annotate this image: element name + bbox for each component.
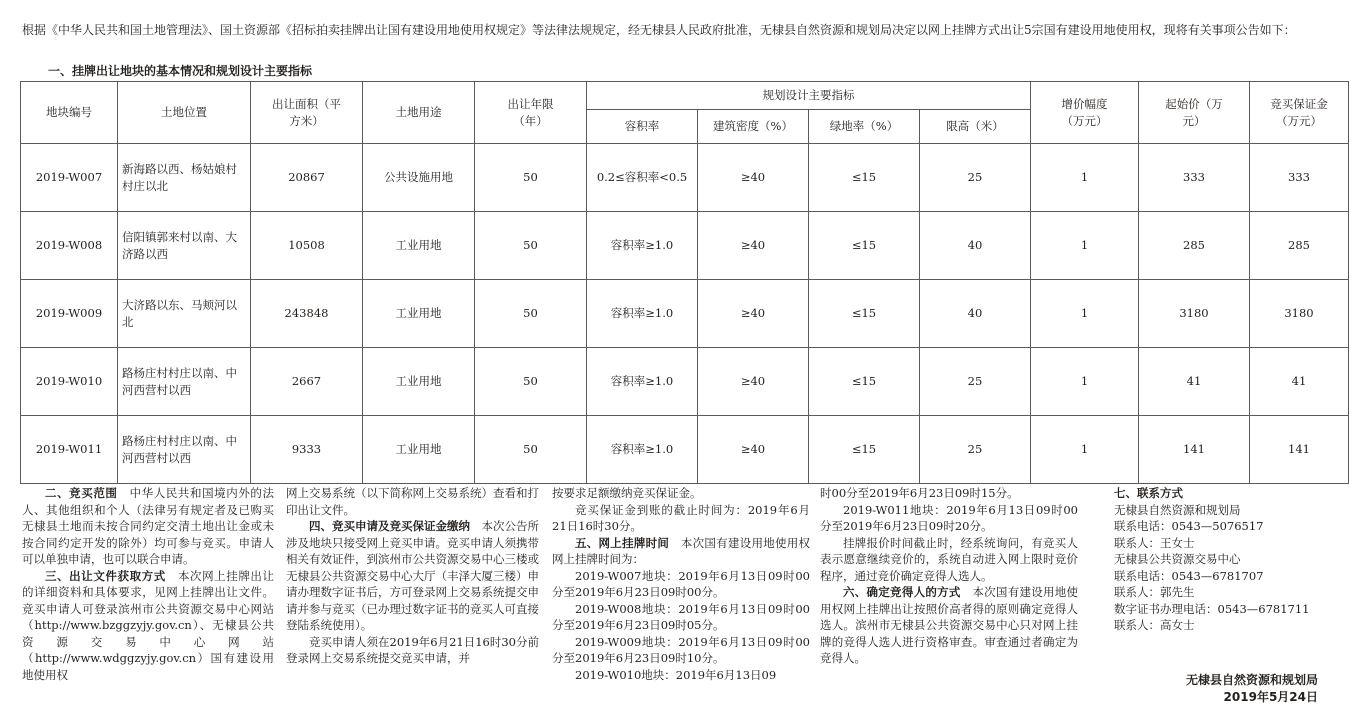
cell-area: 10508 <box>251 212 363 280</box>
cell-term: 50 <box>475 280 587 348</box>
cell-green: ≤15 <box>809 416 920 484</box>
paragraph: 竞买申请人须在2019年6月21日16时30分前登录网上交易系统提交竞买申请，并 <box>286 634 539 665</box>
cell-far: 0.2≤容积率<0.5 <box>587 144 698 212</box>
table-row <box>21 144 1349 212</box>
col-header-deposit-text: 竞买保证金（万元） <box>1270 96 1328 128</box>
contact-line: 无棣县自然资源和规划局 <box>1114 502 1241 517</box>
cell-term: 50 <box>475 144 587 212</box>
cell-deposit: 141 <box>1250 416 1349 484</box>
cell-area: 20867 <box>251 144 363 212</box>
schedule-item: 时00分至2019年6月23日09时15分。 <box>820 486 1019 500</box>
col-header-area-text: 出让面积（平方米） <box>272 96 341 128</box>
section-6-heading: 六、确定竞得人的方式 <box>843 585 961 599</box>
col-header-term-text: 出让年限（年） <box>507 96 554 128</box>
cell-far: 容积率≥1.0 <box>587 280 698 348</box>
section-2-heading: 二、竞买范围 <box>45 486 118 500</box>
col-header-location: 土地位置 <box>118 82 251 144</box>
cell-increment: 1 <box>1031 416 1139 484</box>
cell-term: 50 <box>475 212 587 280</box>
cell-area: 243848 <box>251 280 363 348</box>
cell-increment: 1 <box>1031 280 1139 348</box>
section-4-paragraph <box>286 518 539 634</box>
section-6-body: 本次国有建设用地使用权网上挂牌出让按照价高者得的原则确定竞得人选人。滨州市无棣县公共资源交易中心只对网上挂牌的竞得人选人进行资格审查。审查通过者确定为竞得人。 <box>820 585 1079 665</box>
cell-use: 公共设施用地 <box>363 144 475 212</box>
col-header-increment-text: 增价幅度（万元） <box>1061 96 1108 128</box>
cell-use: 工业用地 <box>363 280 475 348</box>
cell-height: 25 <box>920 144 1031 212</box>
cell-start-price: 285 <box>1139 212 1250 280</box>
cell-plot-id: 2019-W008 <box>21 212 118 280</box>
cell-location: 路杨庄村村庄以南、中河西营村以西 <box>118 348 251 416</box>
cell-density: ≥40 <box>698 144 809 212</box>
contact-column <box>1114 485 1340 634</box>
section-4-body: 本次公告所涉及地块只接受网上竞买申请。竞买申请人须携带相关有效证件，到滨州市公共资源交易中心三楼或无棣县公共资源交易中心大厅（丰泽大厦三楼）申请办理数字证书后，方可登录网上交易系统提交申请并参与竞买（已办理过数字证书的竞买人可直接登陆系统使用）。 <box>286 519 539 632</box>
cell-density: ≥40 <box>698 416 809 484</box>
schedule-item: 2019-W008地块：2019年6月13日09时00分至2019年6月23日09时05分。 <box>552 601 810 632</box>
contact-line: 数字证书办理电话：0543—6781711 <box>1114 601 1310 616</box>
cell-area: 2667 <box>251 348 363 416</box>
col-header-increment <box>1031 82 1139 144</box>
contact-line: 联系电话：0543—6781707 <box>1114 568 1264 583</box>
section-5-heading: 五、网上挂牌时间 <box>575 535 670 550</box>
cell-location: 信阳镇郭来村以南、大济路以西 <box>118 212 251 280</box>
section-3-heading: 三、出让文件获取方式 <box>45 568 166 583</box>
col-header-use: 土地用途 <box>363 82 475 144</box>
section-2-paragraph <box>22 485 274 568</box>
cell-density: ≥40 <box>698 348 809 416</box>
table-row <box>21 416 1349 484</box>
col-header-far: 容积率 <box>587 110 698 144</box>
contact-line: 无棣县公共资源交易中心 <box>1114 552 1241 566</box>
cell-far: 容积率≥1.0 <box>587 212 698 280</box>
cell-green: ≤15 <box>809 280 920 348</box>
section-3-body: 本次网上挂牌出让的详细资料和具体要求，见网上挂牌出让文件。竞买申请人可登录滨州市公共资源交易中心网站（http://www.bzggzyjy.gov.cn）、无棣县公共资源交易中心网站（http://www.wdggzyjy.gov.cn）国有建设用地使用权 <box>22 568 275 682</box>
cell-increment: 1 <box>1031 212 1139 280</box>
land-plots-table <box>20 81 1349 484</box>
text-column-2 <box>286 485 539 667</box>
table-row <box>21 280 1349 348</box>
schedule-item: 2019-W009地块：2019年6月13日09时00分至2019年6月23日09时10分。 <box>552 634 810 665</box>
section-6-paragraph <box>820 584 1078 667</box>
cell-density: ≥40 <box>698 212 809 280</box>
schedule-item: 2019-W007地块：2019年6月13日09时00分至2019年6月23日09时00分。 <box>552 568 810 599</box>
cell-term: 50 <box>475 348 587 416</box>
col-header-planning: 规划设计主要指标 <box>587 82 1031 110</box>
cell-location: 新海路以西、杨姑娘村村庄以北 <box>118 144 251 212</box>
cell-green: ≤15 <box>809 144 920 212</box>
cell-start-price: 41 <box>1139 348 1250 416</box>
cell-plot-id: 2019-W007 <box>21 144 118 212</box>
col-header-start-price-text: 起始价（万元） <box>1165 96 1223 128</box>
section-2-body: 中华人民共和国境内外的法人、其他组织和个人（法律另有规定者及已购买无棣县土地而未按合同约定交清土地出让金或未按合同约定开发的除外）均可参与竞买。申请人可以单独申请，也可以联合申请。 <box>22 486 275 566</box>
paragraph: 挂牌报价时间截止时，经系统询问，有竞买人表示愿意继续竞价的，系统自动进入网上限时竞价程序，通过竞价确定竞得人选人。 <box>820 535 1078 583</box>
cell-green: ≤15 <box>809 212 920 280</box>
cell-height: 40 <box>920 280 1031 348</box>
intro-paragraph: 根据《中华人民共和国土地管理法》、国土资源部《招标拍卖挂牌出让国有建设用地使用权规定》等法律法规规定，经无棣县人民政府批准，无棣县自然资源和规划局决定以网上挂牌方式出让5宗国有建设用地使用权，现将有关事项公告如下： <box>22 23 1296 37</box>
contact-line: 联系电话：0543—5076517 <box>1114 519 1264 533</box>
cell-location: 路杨庄村村庄以南、中河西营村以西 <box>118 416 251 484</box>
cell-plot-id: 2019-W009 <box>21 280 118 348</box>
section-1-title: 一、挂牌出让地块的基本情况和规划设计主要指标 <box>48 64 313 78</box>
cell-location: 大济路以东、马颊河以北 <box>118 280 251 348</box>
cell-plot-id: 2019-W010 <box>21 348 118 416</box>
text-column-4 <box>820 485 1078 667</box>
cell-deposit: 333 <box>1250 144 1349 212</box>
table-row <box>21 348 1349 416</box>
cell-far: 容积率≥1.0 <box>587 416 698 484</box>
contact-line: 联系人：王女士 <box>1114 535 1195 550</box>
signature-block <box>1128 672 1318 706</box>
cell-deposit: 41 <box>1250 348 1349 416</box>
contact-line: 联系人：高女士 <box>1114 618 1195 632</box>
cell-start-price: 141 <box>1139 416 1250 484</box>
contact-line: 联系人：郭先生 <box>1114 585 1195 599</box>
col-header-start-price <box>1139 82 1250 144</box>
cell-increment: 1 <box>1031 348 1139 416</box>
section-7-heading: 七、联系方式 <box>1114 486 1183 500</box>
signature-org: 无棣县自然资源和规划局 <box>1185 673 1318 687</box>
signature-date: 2019年5月24日 <box>1223 690 1318 704</box>
cell-far: 容积率≥1.0 <box>587 348 698 416</box>
cell-deposit: 3180 <box>1250 280 1349 348</box>
text-column-1 <box>22 485 274 683</box>
schedule-item: 2019-W011地块：2019年6月13日09时00分至2019年6月23日09时20分。 <box>820 502 1078 533</box>
section-3-paragraph <box>22 568 274 684</box>
cell-increment: 1 <box>1031 144 1139 212</box>
col-header-height: 限高（米） <box>920 110 1031 144</box>
section-5-body: 本次国有建设用地使用权网上挂牌时间为： <box>552 535 811 566</box>
cell-term: 50 <box>475 416 587 484</box>
table-row <box>21 212 1349 280</box>
schedule-item: 2019-W010地块：2019年6月13日09 <box>575 667 777 682</box>
cell-deposit: 285 <box>1250 212 1349 280</box>
cell-start-price: 333 <box>1139 144 1250 212</box>
cell-height: 25 <box>920 416 1031 484</box>
cell-area: 9333 <box>251 416 363 484</box>
text-column-3 <box>552 485 810 683</box>
col-header-term <box>475 82 587 144</box>
cell-green: ≤15 <box>809 348 920 416</box>
section-4-heading: 四、竞买申请及竞买保证金缴纳 <box>309 519 470 533</box>
cell-height: 40 <box>920 212 1031 280</box>
col-header-density: 建筑密度（%） <box>698 110 809 144</box>
cell-height: 25 <box>920 348 1031 416</box>
cell-density: ≥40 <box>698 280 809 348</box>
col-header-deposit <box>1250 82 1349 144</box>
paragraph: 竞买保证金到账的截止时间为：2019年6月21日16时30分。 <box>552 502 810 533</box>
col-header-area <box>251 82 363 144</box>
cell-start-price: 3180 <box>1139 280 1250 348</box>
cell-use: 工业用地 <box>363 348 475 416</box>
section-5-paragraph <box>552 535 810 568</box>
paragraph: 网上交易系统（以下简称网上交易系统）查看和打印出让文件。 <box>286 486 539 517</box>
cell-plot-id: 2019-W011 <box>21 416 118 484</box>
col-header-green: 绿地率（%） <box>809 110 920 144</box>
cell-use: 工业用地 <box>363 416 475 484</box>
paragraph: 按要求足额缴纳竞买保证金。 <box>552 486 702 500</box>
cell-use: 工业用地 <box>363 212 475 280</box>
col-header-plot-id: 地块编号 <box>21 82 118 144</box>
